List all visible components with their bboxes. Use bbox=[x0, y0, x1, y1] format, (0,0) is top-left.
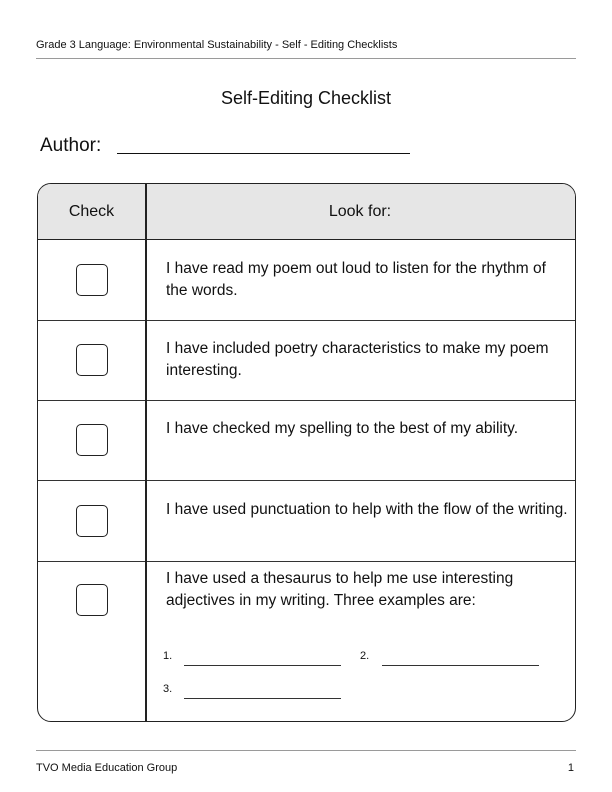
checkbox[interactable] bbox=[76, 584, 108, 616]
example-number: 3. bbox=[163, 683, 173, 695]
checklist-item-text: I have included poetry characteristics to make my poem interesting. bbox=[166, 340, 549, 379]
column-divider bbox=[145, 184, 147, 721]
footer-text: TVO Media Education Group bbox=[36, 762, 178, 774]
page-title: Self-Editing Checklist bbox=[220, 88, 392, 108]
checkbox[interactable] bbox=[76, 424, 108, 456]
checklist-item-text: I have checked my spelling to the best of my ability. bbox=[166, 420, 519, 437]
table-row bbox=[38, 562, 575, 722]
example-field[interactable] bbox=[184, 698, 341, 699]
checkbox[interactable] bbox=[76, 505, 108, 537]
checkbox[interactable] bbox=[76, 264, 108, 296]
column-header-check: Check bbox=[68, 203, 115, 220]
author-field[interactable] bbox=[117, 153, 410, 154]
table-row bbox=[38, 401, 575, 481]
example-number: 1. bbox=[163, 650, 173, 662]
table-header bbox=[38, 184, 575, 240]
example-number: 2. bbox=[360, 650, 370, 662]
table-row bbox=[38, 240, 575, 321]
footer-divider bbox=[36, 750, 576, 751]
table-row bbox=[38, 481, 575, 562]
column-header-look-for: Look for: bbox=[328, 203, 392, 220]
checklist-item-text: I have used a thesaurus to help me use interesting adjectives in my writing. Three examples are: bbox=[166, 570, 514, 609]
page-number: 1 bbox=[567, 762, 574, 774]
header-divider bbox=[36, 58, 576, 59]
checklist-item-text: I have used punctuation to help with the flow of the writing. bbox=[166, 501, 568, 518]
page-header: Grade 3 Language: Environmental Sustainability - Self - Editing Checklists bbox=[36, 39, 398, 51]
checklist-table bbox=[37, 183, 576, 722]
table-row bbox=[38, 321, 575, 401]
author-label: Author: bbox=[40, 135, 102, 156]
example-field[interactable] bbox=[382, 665, 539, 666]
example-field[interactable] bbox=[184, 665, 341, 666]
checkbox[interactable] bbox=[76, 344, 108, 376]
checklist-item-text: I have read my poem out loud to listen for the rhythm of the words. bbox=[166, 260, 546, 299]
